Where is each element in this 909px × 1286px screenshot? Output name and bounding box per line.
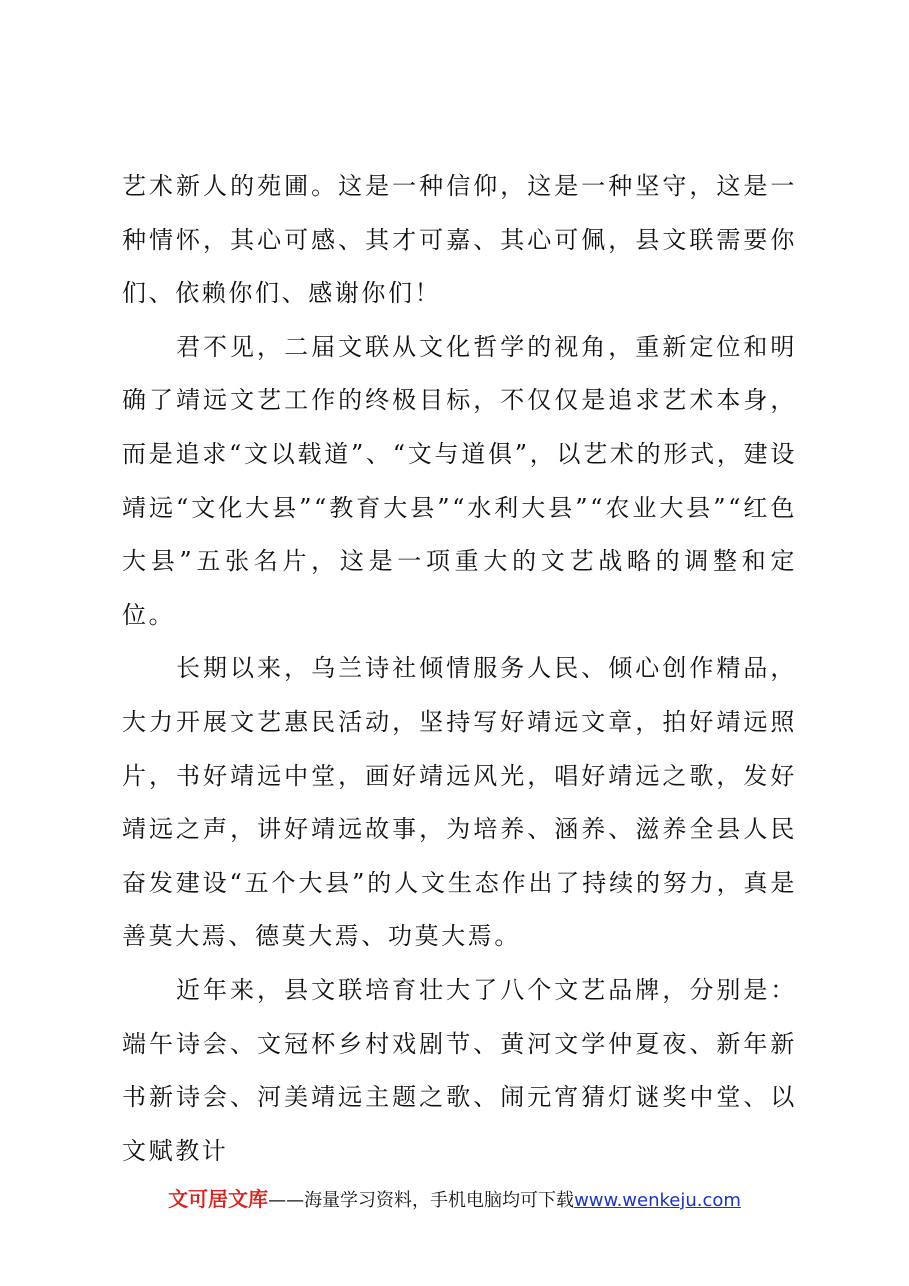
footer-tagline: ——海量学习资料，手机电脑均可下载 bbox=[268, 1190, 575, 1211]
paragraph-2: 君不见，二届文联从文化哲学的视角，重新定位和明确了靖远文艺工作的终极目标，不仅仅是追求艺术本身，而是追求“文以载道”、“文与道俱”，以艺术的形式，建设靖远“文化大县”“教育大县”“水利大县”“农业大县”“红色大县”五张名片，这是一项重大的文艺战略的调整和定位。 bbox=[122, 332, 797, 629]
paragraph-4: 近年来，县文联培育壮大了八个文艺品牌，分别是：端午诗会、文冠杯乡村戏剧节、黄河文学仲夏夜、新年新书新诗会、河美靖远主题之歌、闹元宵猜灯谜奖中堂、以文赋教计 bbox=[122, 975, 797, 1165]
footer-brand: 文可居文库 bbox=[168, 1187, 269, 1211]
page-footer bbox=[0, 1183, 909, 1212]
footer-website-link[interactable]: www.wenkeju.com bbox=[574, 1190, 741, 1211]
paragraph-3: 长期以来，乌兰诗社倾情服务人民、倾心创作精品，大力开展文艺惠民活动，坚持写好靖远文章，拍好靖远照片，书好靖远中堂，画好靖远风光，唱好靖远之歌，发好靖远之声，讲好靖远故事，为培养、涵养、滋养全县人民奋发建设“五个大县”的人文生态作出了持续的努力，真是善莫大焉、德莫大焉、功莫大焉。 bbox=[122, 654, 797, 951]
paragraph-1: 艺术新人的苑圃。这是一种信仰，这是一种坚守，这是一种情怀，其心可感、其才可嘉、其心可佩，县文联需要你们、依赖你们、感谢你们！ bbox=[122, 172, 797, 308]
document-body bbox=[122, 160, 797, 1178]
